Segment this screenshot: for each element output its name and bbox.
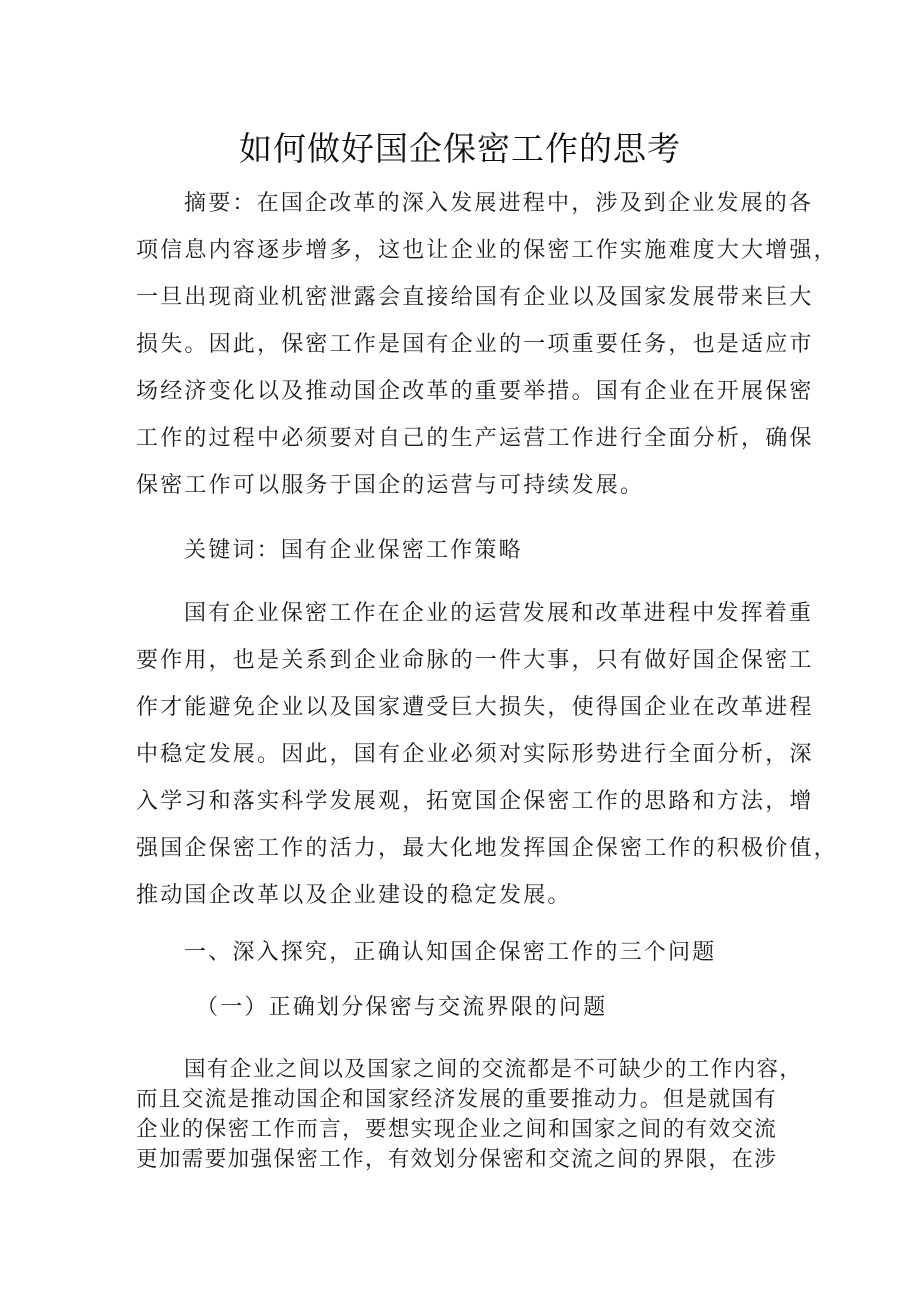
abstract-line: 项信息内容逐步增多，这也让企业的保密工作实施难度大大增强， — [136, 238, 838, 263]
body-line: 更加需要加强保密工作，有效划分保密和交流之间的界限，在涉 — [136, 1147, 778, 1172]
intro-line: 中稳定发展。因此，国有企业必须对实际形势进行全面分析，深 — [136, 742, 814, 767]
intro-line: 入学习和落实科学发展观，拓宽国企保密工作的思路和方法，增 — [136, 789, 814, 814]
abstract-line: 场经济变化以及推动国企改革的重要举措。国有企业在开展保密 — [136, 379, 814, 404]
body-line: 而且交流是推动国企和国家经济发展的重要推动力。但是就国有 — [136, 1087, 778, 1112]
intro-line: 推动国企改革以及企业建设的稳定发展。 — [136, 883, 572, 908]
section-heading-2: （一）正确划分保密与交流界限的问题 — [196, 995, 608, 1020]
intro-line: 国有企业保密工作在企业的运营发展和改革进程中发挥着重 — [184, 601, 814, 626]
intro-line: 强国企保密工作的活力，最大化地发挥国企保密工作的积极价值， — [136, 836, 838, 861]
intro-line: 要作用，也是关系到企业命脉的一件大事，只有做好国企保密工 — [136, 648, 814, 673]
abstract-line: 一旦出现商业机密泄露会直接给国有企业以及国家发展带来巨大 — [136, 285, 814, 310]
body-line: 企业的保密工作而言，要想实现企业之间和国家之间的有效交流 — [136, 1117, 778, 1142]
abstract-line: 工作的过程中必须要对自己的生产运营工作进行全面分析，确保 — [136, 426, 814, 451]
abstract-line: 摘要：在国企改革的深入发展进程中，涉及到企业发展的各 — [184, 191, 814, 216]
intro-line: 作才能避免企业以及国家遭受巨大损失，使得国企业在改革进程 — [136, 695, 814, 720]
abstract-line: 保密工作可以服务于国企的运营与可持续发展。 — [136, 473, 645, 498]
keywords-line: 关键词：国有企业保密工作策略 — [184, 538, 523, 563]
body-line: 国有企业之间以及国家之间的交流都是不可缺少的工作内容， — [184, 1057, 803, 1082]
document-title: 如何做好国企保密工作的思考 — [239, 129, 681, 168]
abstract-line: 损失。因此，保密工作是国有企业的一项重要任务，也是适应市 — [136, 332, 814, 357]
section-heading-1: 一、深入探究，正确认知国企保密工作的三个问题 — [184, 940, 717, 965]
